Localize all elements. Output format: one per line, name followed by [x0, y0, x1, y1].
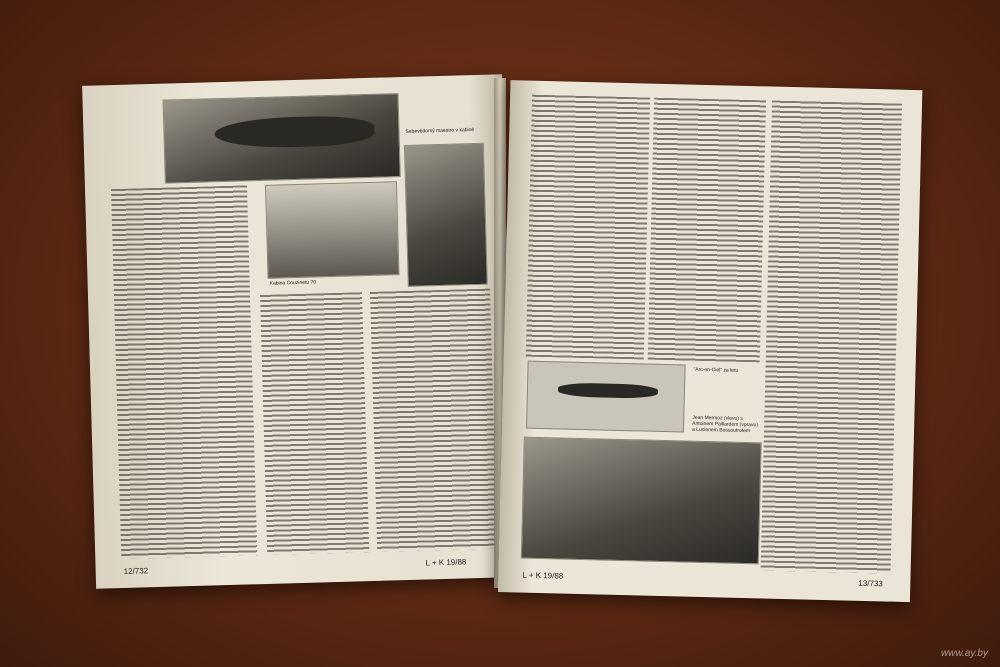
page-number-left: 12/732 [123, 566, 149, 576]
right-page [498, 80, 922, 602]
page-number-right: 13/733 [858, 578, 883, 589]
people-caption: Jean Mermoz (vlevo) s Antoinem Paillardem (vpravo) a Lucienem Bossoutrotem [691, 414, 759, 435]
plane-flight-caption: "Arc-en-Ciel" za letu [693, 366, 739, 374]
flying-plane-silhouette [558, 382, 658, 398]
left-page [82, 74, 516, 589]
magazine-issue-left: L + K 19/88 [425, 557, 467, 568]
watermark: www.ay.by [940, 648, 988, 659]
cockpit-photo [265, 181, 400, 279]
text-column-1 [111, 185, 257, 559]
plane-flight-photo [526, 361, 686, 433]
text-column-6 [761, 101, 902, 574]
crew-photo [521, 437, 762, 565]
text-column-4 [526, 95, 650, 360]
portrait-caption: Sebevědomý maestro v kabině [405, 126, 475, 135]
magazine-issue-right: L + K 19/88 [522, 570, 564, 581]
plane-photo-top [163, 93, 401, 184]
cockpit-caption: Kabina Couzinetu 70 [269, 279, 317, 287]
text-column-2 [260, 292, 369, 555]
text-column-3 [370, 289, 497, 552]
portrait-photo [404, 143, 488, 287]
text-column-5 [648, 98, 766, 363]
plane-silhouette [214, 115, 375, 149]
